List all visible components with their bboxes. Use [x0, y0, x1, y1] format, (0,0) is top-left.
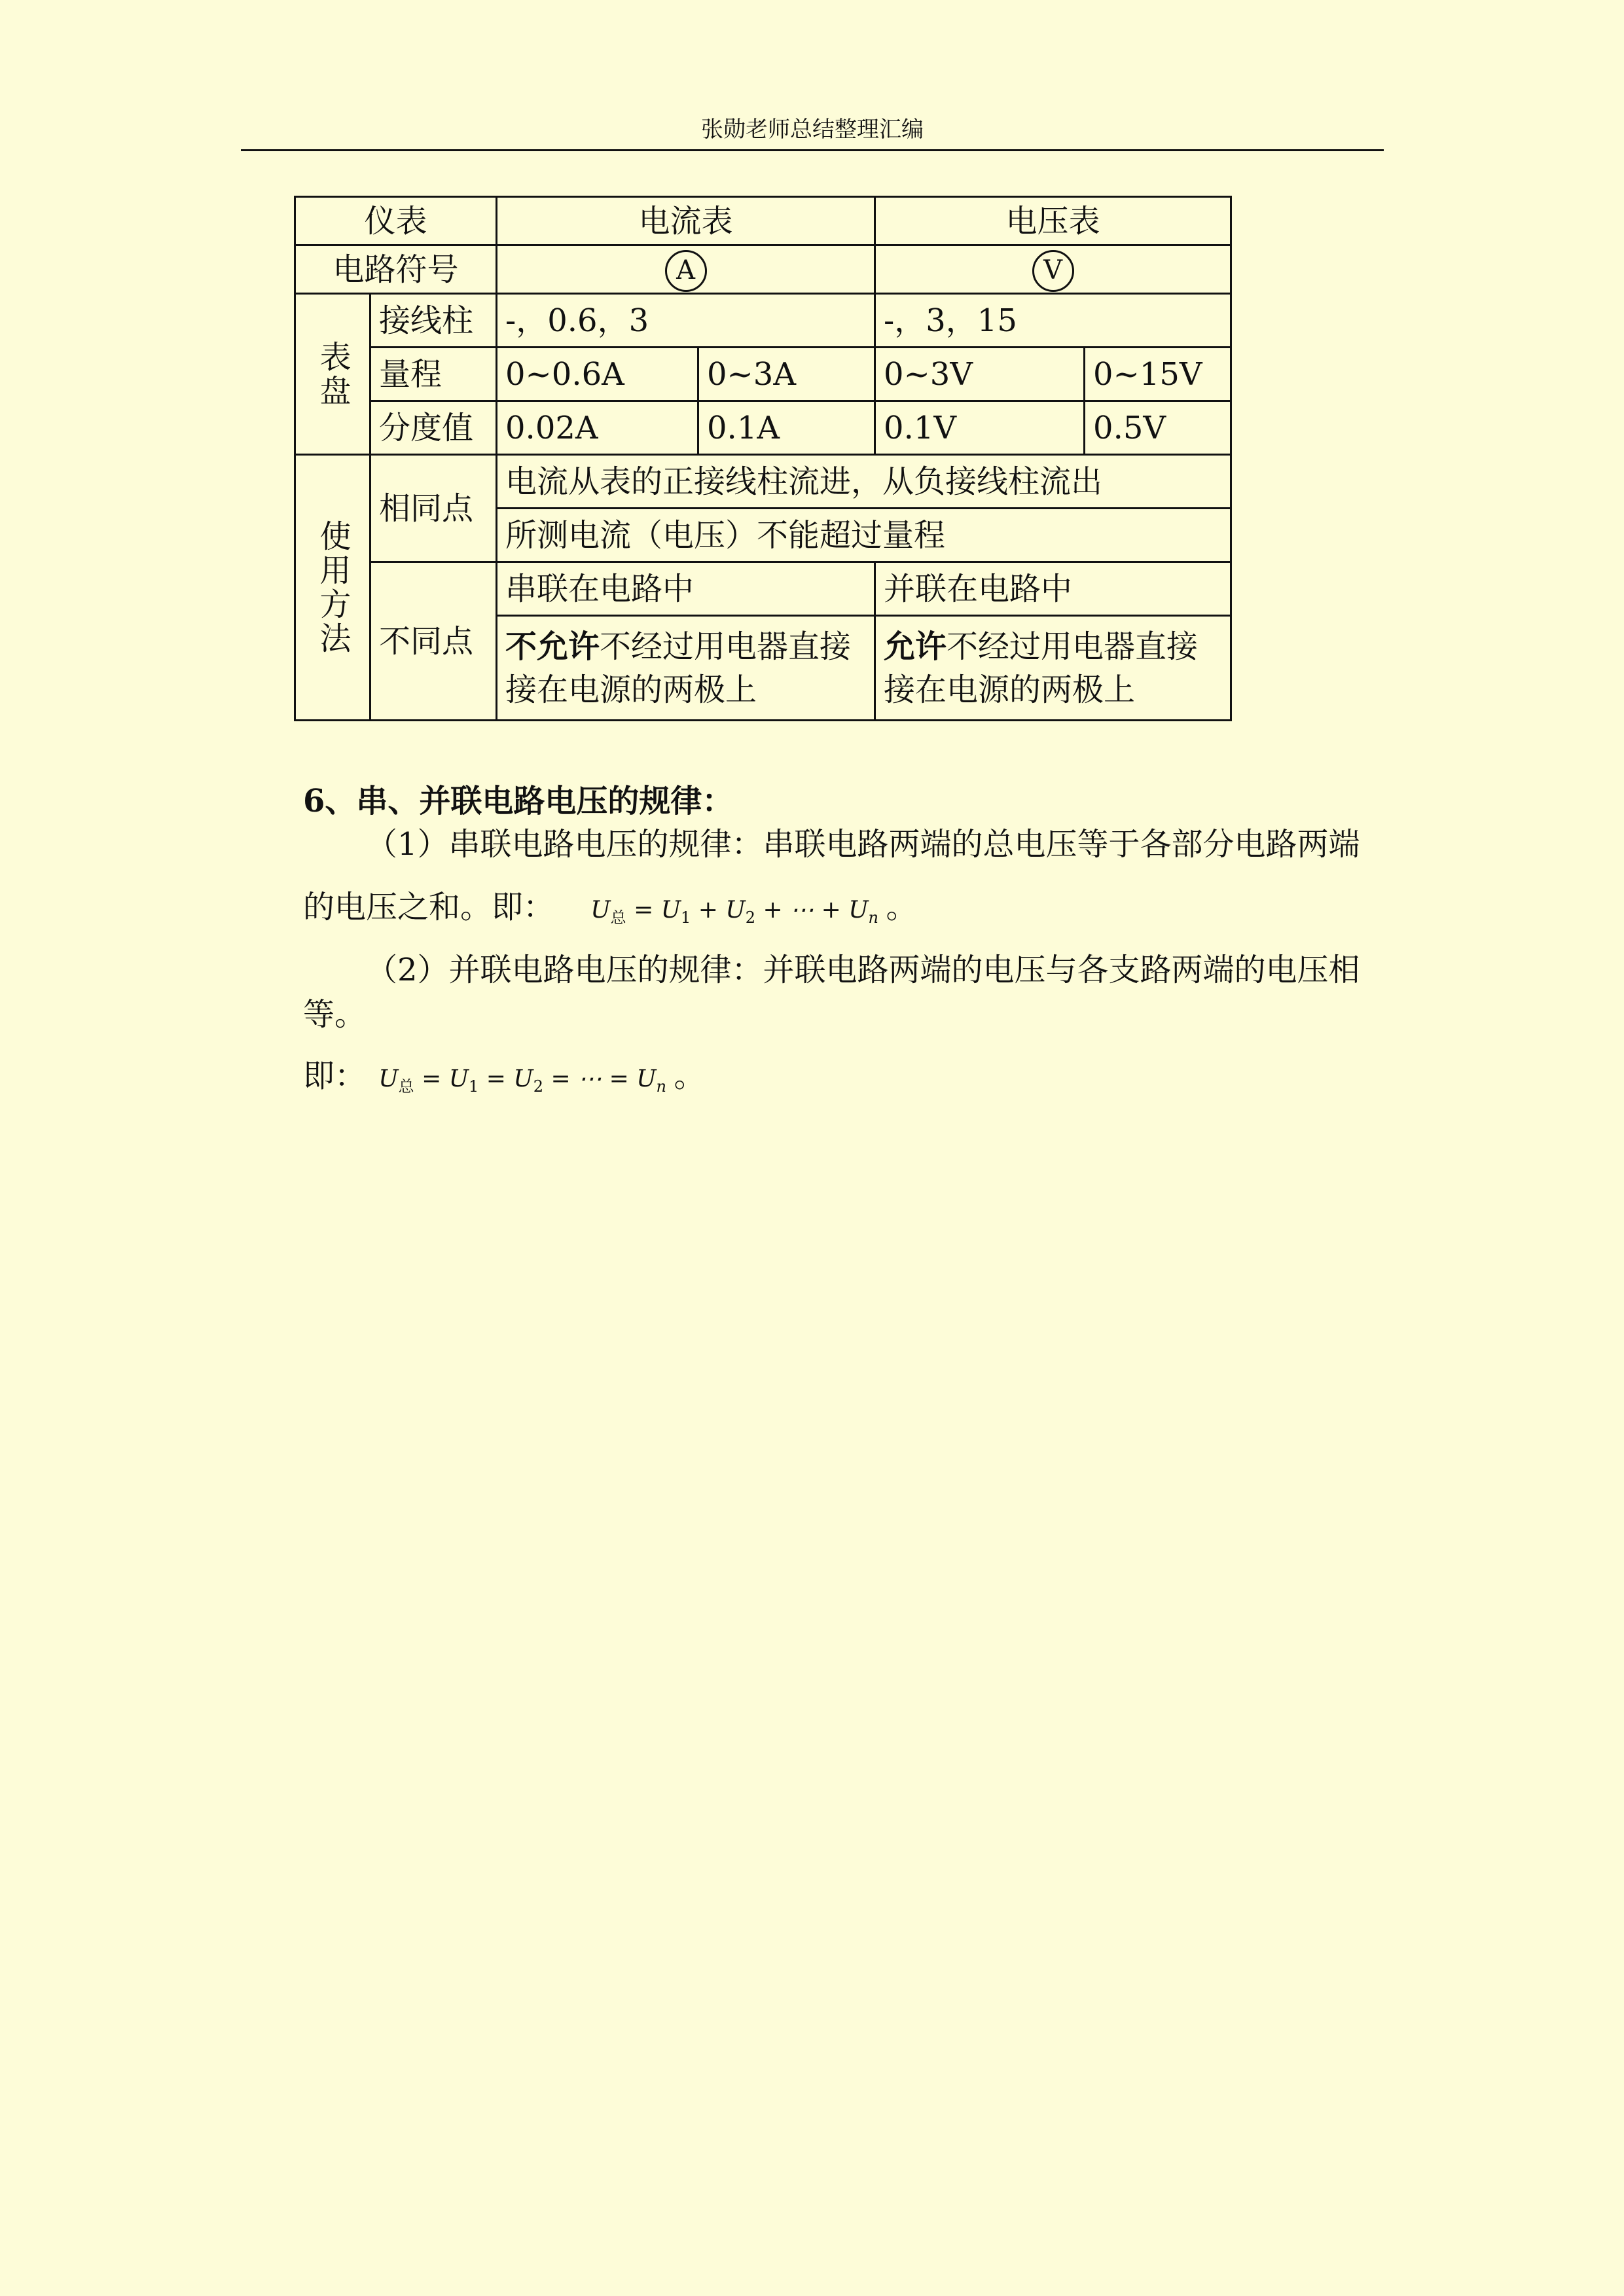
ammeter-rule-text: 不经过用电器直接接在电源的两极上	[505, 628, 852, 708]
pformula-sub-total: 总	[398, 1077, 414, 1096]
page-header: 张勋老师总结整理汇编	[701, 117, 924, 143]
pformula-u2: U	[513, 1066, 533, 1092]
voltmeter-rule-text: 不经过用电器直接接在电源的两极上	[884, 628, 1199, 708]
formula-dots: ⋯	[790, 897, 814, 924]
pformula-sub-n: n	[656, 1077, 666, 1096]
formula-sub-n: n	[868, 908, 878, 927]
formula-sub-total: 总	[610, 908, 626, 927]
header-instrument: 仪表	[295, 197, 497, 245]
series-end-mark: 。	[886, 889, 918, 925]
pformula-sub-1: 1	[469, 1077, 479, 1096]
pformula-dots: ⋯	[578, 1066, 602, 1092]
header-rule	[241, 149, 1384, 151]
ammeter-connection: 串联在电路中	[497, 562, 875, 616]
section-title: 6、串、并联电路电压的规律：	[303, 783, 734, 819]
pformula-u1: U	[448, 1066, 469, 1092]
pformula-eq-4: =	[609, 1066, 629, 1092]
usage-group-label	[295, 455, 370, 721]
division-label: 分度值	[370, 401, 497, 455]
pformula-eq-2: =	[486, 1066, 506, 1092]
terminals-label: 接线柱	[370, 294, 497, 348]
pformula-sub-2: 2	[533, 1077, 544, 1096]
formula-plus-2: +	[763, 897, 783, 924]
voltmeter-connection: 并联在电路中	[875, 562, 1231, 616]
same-row-1: 电流从表的正接线柱流进，从负接线柱流出	[497, 455, 1231, 509]
same-label: 相同点	[370, 455, 497, 562]
diff-label: 不同点	[370, 562, 497, 721]
voltmeter-rule-bold: 允许	[884, 628, 947, 665]
paragraph-series: （1）串联电路电压的规律：串联电路两端的总电压等于各部分电路两端	[366, 826, 1360, 863]
series-formula	[590, 897, 886, 927]
ammeter-symbol-cell	[497, 245, 875, 294]
pformula-u-total: U	[378, 1066, 399, 1092]
formula-eq: =	[634, 897, 654, 924]
dial-group-label	[295, 294, 370, 455]
header-ammeter: 电流表	[497, 197, 875, 245]
parallel-end-mark: 。	[674, 1058, 706, 1094]
ammeter-range-small: 0~0.6A	[497, 348, 698, 401]
formula-u1: U	[660, 897, 681, 924]
paragraph-parallel-formula	[303, 1054, 1383, 1109]
ammeter-range-large: 0~3A	[698, 348, 875, 401]
usage-group-text: 使用方法	[314, 519, 351, 656]
ammeter-rule-bold: 不允许	[505, 628, 600, 665]
voltmeter-division-small: 0.1V	[875, 401, 1085, 455]
same-row-2: 所测电流（电压）不能超过量程	[497, 509, 1231, 562]
pformula-eq-1: =	[422, 1066, 442, 1092]
formula-plus-1: +	[698, 897, 718, 924]
voltmeter-terminals: -，3，15	[875, 294, 1231, 348]
pformula-un: U	[636, 1066, 657, 1092]
voltmeter-range-small: 0~3V	[875, 348, 1085, 401]
range-label: 量程	[370, 348, 497, 401]
paragraph-series-cont	[303, 885, 1383, 940]
ammeter-rule	[497, 616, 875, 721]
header-voltmeter: 电压表	[875, 197, 1231, 245]
paragraph-parallel: （2）并联电路电压的规律：并联电路两端的电压与各支路两端的电压相等。	[303, 952, 1360, 1033]
formula-u2: U	[725, 897, 746, 924]
voltmeter-range-large: 0~15V	[1085, 348, 1231, 401]
formula-plus-3: +	[821, 897, 841, 924]
voltmeter-symbol-cell	[875, 245, 1231, 294]
symbol-label: 电路符号	[295, 245, 497, 294]
ammeter-symbol-icon: A	[665, 250, 707, 292]
parallel-lead-text: 即：	[303, 1058, 367, 1094]
formula-sub-1: 1	[681, 908, 691, 927]
ammeter-division-large: 0.1A	[698, 401, 875, 455]
ammeter-terminals: -，0.6，3	[497, 294, 875, 348]
formula-u-total: U	[590, 897, 611, 924]
ammeter-division-small: 0.02A	[497, 401, 698, 455]
voltmeter-symbol-icon: V	[1032, 250, 1074, 292]
formula-un: U	[848, 897, 869, 924]
parallel-formula	[378, 1066, 674, 1096]
voltmeter-division-large: 0.5V	[1085, 401, 1231, 455]
dial-group-text: 表盘	[314, 340, 351, 408]
pformula-eq-3: =	[550, 1066, 571, 1092]
series-lead-text: 的电压之和。即：	[303, 889, 555, 925]
voltmeter-rule	[875, 616, 1231, 721]
meter-comparison-table	[294, 196, 1232, 721]
formula-sub-2: 2	[745, 908, 756, 927]
